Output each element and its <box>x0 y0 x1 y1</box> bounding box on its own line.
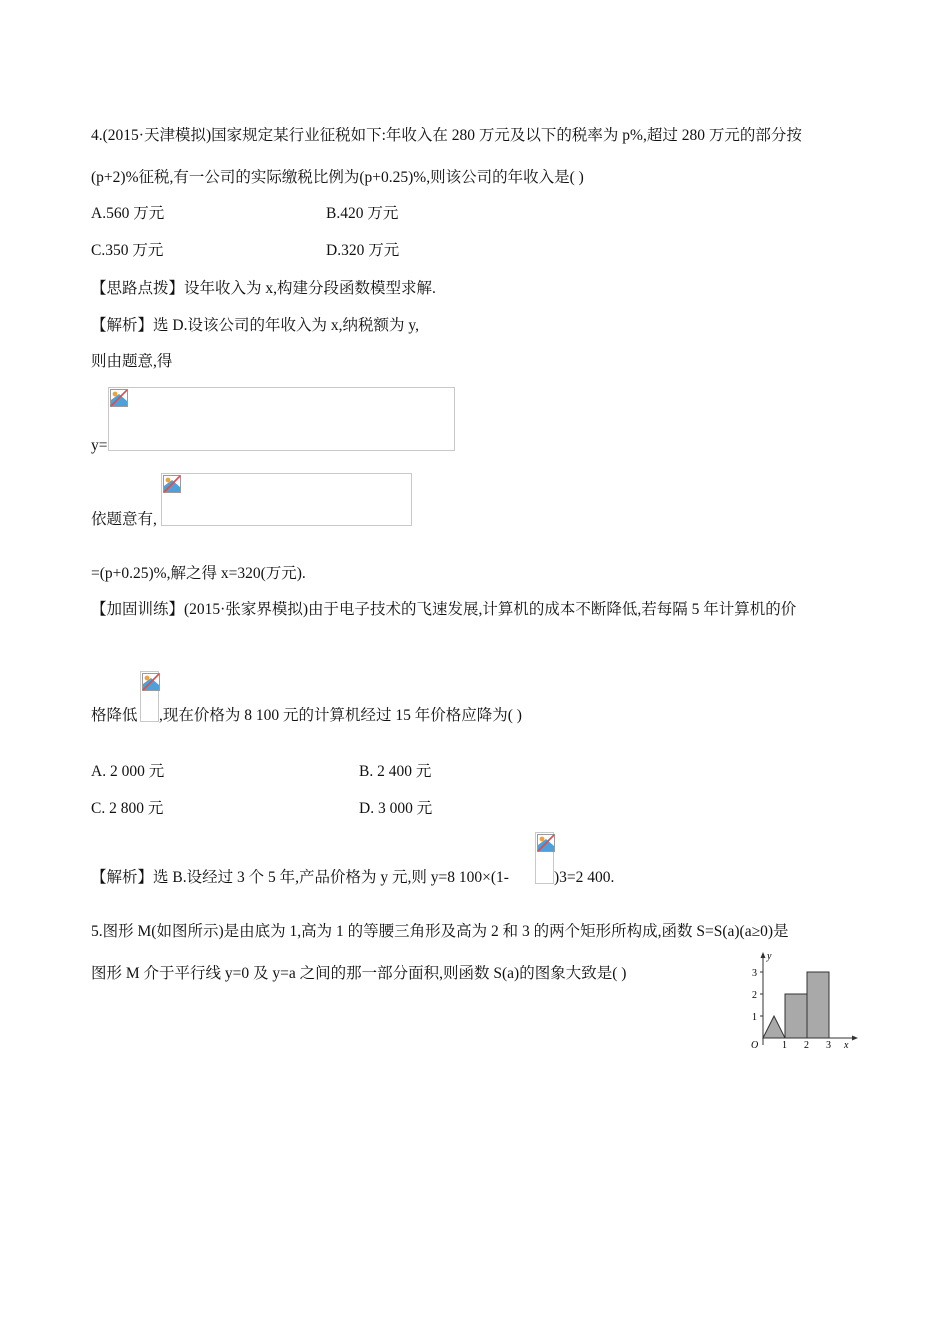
drill-line1: 【加固训练】(2015·张家界模拟)由于电子技术的飞速发展,计算机的成本不断降低,若每隔 5 年计算机的价 <box>91 601 797 618</box>
drill-line2-pre: 格降低 <box>91 707 138 724</box>
x-axis-arrow <box>852 1036 858 1041</box>
y-tick-label: 3 <box>752 968 757 979</box>
q4-by-problem: 依题意有, <box>91 511 157 528</box>
q4-option-b: B.420 万元 <box>326 205 399 222</box>
figure-m <box>748 950 860 1050</box>
y-tick-label: 1 <box>752 1012 757 1023</box>
x-tick-label: 1 <box>782 1040 787 1050</box>
drill-option-a: A. 2 000 元 <box>91 763 165 780</box>
q5-stem-line1: 5.图形 M(如图所示)是由底为 1,高为 1 的等腰三角形及高为 2 和 3 的两个矩形所构成,函数 S=S(a)(a≥0)是 <box>91 923 789 940</box>
y-tick-label: 2 <box>752 990 757 1001</box>
drill-line2-post: ,现在价格为 8 100 元的计算机经过 15 年价格应降为( ) <box>159 707 522 724</box>
drill-option-d: D. 3 000 元 <box>359 800 433 817</box>
broken-image-equation <box>161 473 412 526</box>
broken-image-icon <box>537 834 555 852</box>
broken-image-piecewise <box>108 387 455 451</box>
q4-option-a: A.560 万元 <box>91 205 165 222</box>
q4-hint: 【思路点拨】设年收入为 x,构建分段函数模型求解. <box>91 280 436 297</box>
q4-stem-line2: (p+2)%征税,有一公司的实际缴税比例为(p+0.25)%,则该公司的年收入是( ) <box>91 169 584 186</box>
q4-solution-line1: 【解析】选 D.设该公司的年收入为 x,纳税额为 y, <box>91 317 419 334</box>
y-axis-arrow <box>761 952 766 958</box>
broken-image-icon <box>110 389 128 407</box>
y-axis-label: y <box>767 951 772 962</box>
q4-option-d: D.320 万元 <box>326 242 400 259</box>
drill-option-b: B. 2 400 元 <box>359 763 432 780</box>
q4-result: =(p+0.25)%,解之得 x=320(万元). <box>91 565 306 582</box>
x-tick-label: 3 <box>826 1040 831 1050</box>
q5-stem-line2: 图形 M 介于平行线 y=0 及 y=a 之间的那一部分面积,则函数 S(a)的图象大致是( ) <box>91 965 627 982</box>
triangle-shape <box>763 1016 785 1038</box>
q4-option-c: C.350 万元 <box>91 242 164 259</box>
drill-solution-pre: 【解析】选 B.设经过 3 个 5 年,产品价格为 y 元,则 y=8 100×(1- <box>91 869 509 886</box>
q4-stem-line1: 4.(2015·天津模拟)国家规定某行业征税如下:年收入在 280 万元及以下的税率为 p%,超过 280 万元的部分按 <box>91 127 802 144</box>
broken-image-fraction-2 <box>535 832 554 884</box>
q4-solution-line2: 则由题意,得 <box>91 353 173 370</box>
broken-image-icon <box>142 673 160 691</box>
x-axis-label: x <box>844 1040 849 1050</box>
drill-solution-post: )3=2 400. <box>554 869 615 886</box>
rect-height-3 <box>807 972 829 1038</box>
rect-height-2 <box>785 994 807 1038</box>
q4-y-equals: y= <box>91 437 108 454</box>
x-tick-label: 2 <box>804 1040 809 1050</box>
broken-image-icon <box>163 475 181 493</box>
drill-option-c: C. 2 800 元 <box>91 800 164 817</box>
origin-label: O <box>751 1040 759 1050</box>
broken-image-fraction <box>140 671 159 722</box>
